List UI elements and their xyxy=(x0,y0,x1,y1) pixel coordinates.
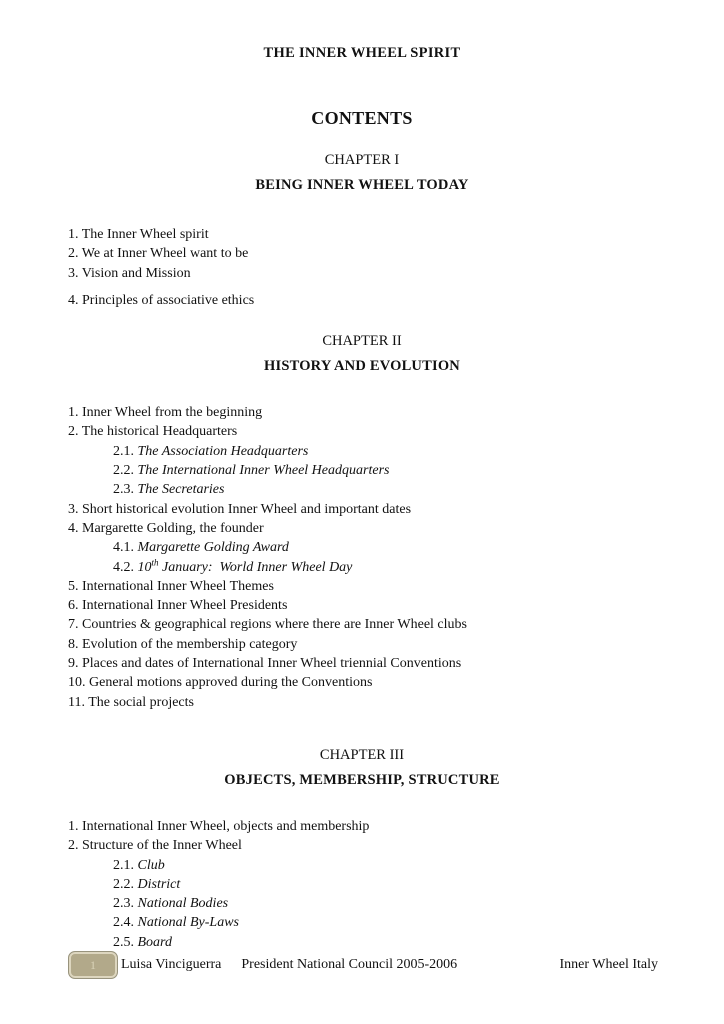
toc-item-text: The International Inner Wheel Headquarters xyxy=(137,463,390,479)
toc-item-number: 5. xyxy=(68,578,79,594)
page-title: THE INNER WHEEL SPIRIT xyxy=(263,45,461,61)
chapter-label: CHAPTER I xyxy=(324,152,400,168)
toc-item xyxy=(68,615,656,634)
toc-item-number: 2. xyxy=(68,424,79,440)
toc-item xyxy=(68,856,656,875)
toc-item xyxy=(68,500,656,519)
toc-item-text: Countries & geographical regions where there are Inner Wheel clubs xyxy=(82,617,467,633)
toc-item-text: District xyxy=(137,876,181,892)
toc-item-text: Short historical evolution Inner Wheel and important dates xyxy=(82,501,412,517)
toc-item-number: 1. xyxy=(68,818,79,834)
footer-role: President National Council 2005-2006 xyxy=(241,957,458,972)
toc-item-text: We at Inner Wheel want to be xyxy=(81,246,249,262)
chapter-items xyxy=(68,225,656,310)
toc-item-number: 2.2. xyxy=(113,876,134,892)
toc-item-number: 4. xyxy=(68,520,79,536)
toc-item xyxy=(68,693,656,712)
chapter-section xyxy=(68,151,656,310)
toc-item xyxy=(68,933,656,952)
contents-heading: CONTENTS xyxy=(311,108,413,128)
toc-item-number: 2.2. xyxy=(113,463,134,479)
toc-item-number: 11. xyxy=(68,694,85,710)
chapter-section xyxy=(68,332,656,712)
toc-item-text: The social projects xyxy=(88,694,194,710)
toc-item-number: 1. xyxy=(68,227,79,242)
toc-item-text: Structure of the Inner Wheel xyxy=(82,838,242,854)
chapter-items xyxy=(68,817,656,952)
toc-item xyxy=(68,894,656,913)
toc-item-text: The Association Headquarters xyxy=(137,443,309,459)
footer-author: Luisa Vinciguerra xyxy=(121,957,222,972)
chapters-container xyxy=(68,151,656,952)
toc-item-text: National By-Laws xyxy=(137,915,240,931)
toc-item-text: National Bodies xyxy=(137,896,229,912)
toc-item-text: Places and dates of International Inner Wheel triennial Conventions xyxy=(82,656,462,672)
chapter-title: BEING INNER WHEEL TODAY xyxy=(255,177,469,193)
toc-item-number: 4. xyxy=(68,292,79,308)
chapter-title: HISTORY AND EVOLUTION xyxy=(264,358,460,375)
toc-item xyxy=(68,225,656,244)
toc-item-number: 1. xyxy=(68,405,79,421)
toc-item-text: The Secretaries xyxy=(137,482,225,498)
toc-item xyxy=(68,635,656,654)
toc-item-text: Margarette Golding Award xyxy=(137,540,289,556)
toc-item xyxy=(68,596,656,615)
toc-item-number: 8. xyxy=(68,636,79,652)
toc-item-number: 3. xyxy=(68,265,79,281)
page-number: 1 xyxy=(90,957,96,972)
toc-item xyxy=(68,558,656,577)
toc-item-text: Inner Wheel from the beginning xyxy=(82,405,263,421)
toc-item-number: 2. xyxy=(68,838,79,854)
toc-item xyxy=(68,442,656,461)
toc-item-number: 2. xyxy=(68,246,79,262)
toc-item xyxy=(68,913,656,932)
toc-item-text: International Inner Wheel, objects and membership xyxy=(82,818,370,834)
toc-item-text: International Inner Wheel Presidents xyxy=(82,598,288,614)
toc-item-number: 2.3. xyxy=(113,482,134,498)
toc-item-number: 3. xyxy=(68,501,79,517)
toc-item-number: 4.1. xyxy=(113,540,134,556)
toc-item xyxy=(68,403,656,422)
toc-item xyxy=(68,673,656,692)
chapter-items xyxy=(68,403,656,712)
toc-item-text: International Inner Wheel Themes xyxy=(82,578,274,594)
toc-item-number: 2.1. xyxy=(113,857,134,873)
toc-item xyxy=(68,519,656,538)
toc-item-text: Board xyxy=(137,934,172,950)
toc-item-text: Vision and Mission xyxy=(81,265,191,281)
toc-item xyxy=(68,817,656,836)
toc-item-number: 2.4. xyxy=(113,915,134,931)
chapter-label: CHAPTER III xyxy=(319,746,405,763)
toc-item xyxy=(68,654,656,673)
toc-item xyxy=(68,875,656,894)
toc-item xyxy=(68,461,656,480)
toc-item-number: 10. xyxy=(68,675,86,691)
toc-item-number: 2.1. xyxy=(113,443,134,459)
toc-item-number: 2.5. xyxy=(113,934,134,950)
toc-item xyxy=(68,264,656,283)
chapter-title: OBJECTS, MEMBERSHIP, STRUCTURE xyxy=(224,771,500,788)
toc-item-text: 10th January: World Inner Wheel Day xyxy=(137,556,353,575)
toc-item xyxy=(68,480,656,499)
toc-item xyxy=(68,538,656,557)
toc-item-text: The historical Headquarters xyxy=(81,424,238,440)
chapter-label: CHAPTER II xyxy=(322,333,402,350)
toc-item-text: Club xyxy=(137,857,165,873)
toc-item xyxy=(68,836,656,855)
toc-item-number: 9. xyxy=(68,656,79,672)
toc-item xyxy=(68,291,656,310)
chapter-section xyxy=(68,746,656,952)
toc-item-text: General motions approved during the Conventions xyxy=(89,675,373,691)
toc-item-number: 6. xyxy=(68,598,79,614)
page-footer xyxy=(68,951,658,979)
toc-item-number: 2.3. xyxy=(113,896,134,912)
toc-item-text: Principles of associative ethics xyxy=(82,292,255,308)
toc-item-number: 7. xyxy=(68,617,79,633)
toc-item-text: Margarette Golding, the founder xyxy=(82,520,264,536)
toc-item-text: The Inner Wheel spirit xyxy=(81,227,209,242)
toc-item-number: 4.2. xyxy=(113,559,134,575)
toc-item xyxy=(68,577,656,596)
toc-item-text: Evolution of the membership category xyxy=(82,636,298,652)
footer-organization: Inner Wheel Italy xyxy=(559,957,658,972)
toc-item xyxy=(68,422,656,441)
page-number-box xyxy=(68,951,118,979)
toc-item xyxy=(68,244,656,263)
